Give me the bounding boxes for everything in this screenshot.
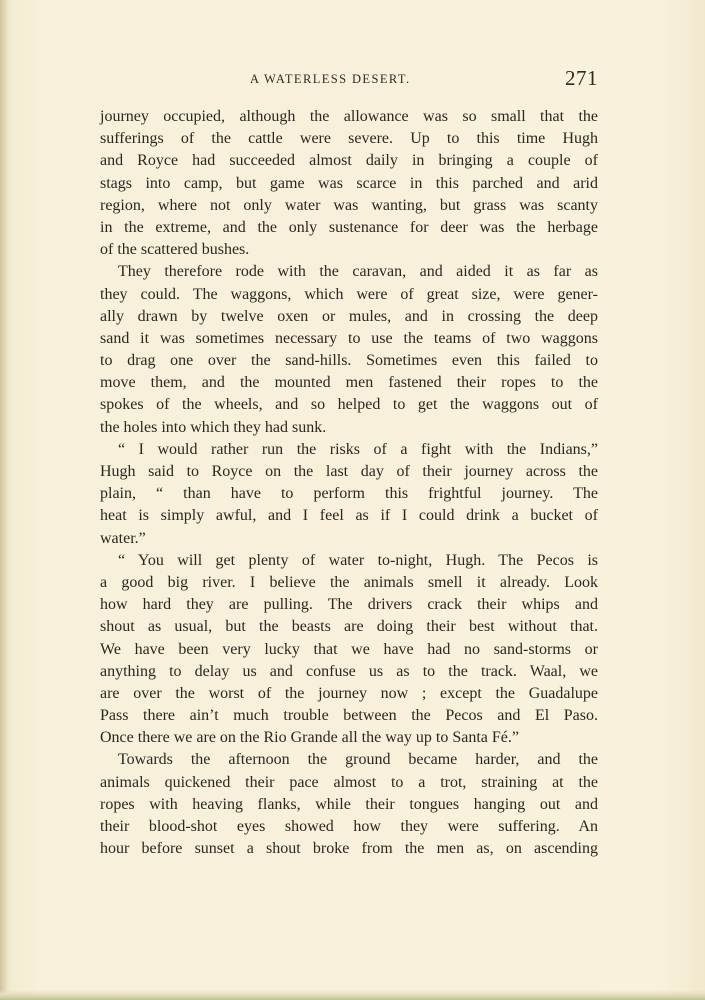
text-line: hour before sunset a shout broke from the men as, on ascending <box>100 840 598 858</box>
text-line: “ You will get plenty of water to-night, Hugh. The Pecos is <box>118 551 598 569</box>
text-line: Pass there ain’t much trouble between the Pecos and El Paso. <box>100 707 598 725</box>
text-line: stags into camp, but game was scarce in this parched and arid <box>100 174 598 192</box>
text-line: journey occupied, although the allowance was so small that the <box>100 108 598 125</box>
body-text <box>100 106 598 860</box>
text-line: region, where not only water was wanting, but grass was scanty <box>100 196 598 214</box>
text-line: how hard they are pulling. The drivers crack their whips and <box>100 596 598 614</box>
text-line: are over the worst of the journey now ; except the Guadalupe <box>100 684 598 702</box>
text-line: anything to delay us and confuse us as to the track. Waal, we <box>100 662 598 680</box>
page-binding-edge <box>0 0 8 1000</box>
text-line: they could. The waggons, which were of great size, were gener- <box>100 285 598 303</box>
text-line: to drag one over the sand-hills. Sometimes even this failed to <box>100 352 598 370</box>
text-line: water.” <box>100 529 146 547</box>
page-number: 271 <box>565 66 598 90</box>
running-head <box>100 66 598 94</box>
text-line: We have been very lucky that we have had no sand-storms or <box>100 640 598 658</box>
text-line: a good big river. I believe the animals smell it already. Look <box>100 573 598 591</box>
running-title: A WATERLESS DESERT. <box>250 72 411 86</box>
text-line: heat is simply awful, and I feel as if I could drink a bucket of <box>100 507 598 525</box>
text-line: their blood-shot eyes showed how they were suffering. An <box>100 818 598 835</box>
text-line: “ I would rather run the risks of a fight with the Indians,” <box>118 440 598 458</box>
text-line: spokes of the wheels, and so helped to get the waggons out of <box>100 396 598 414</box>
text-line: animals quickened their pace almost to a trot, straining at the <box>100 773 598 791</box>
page-bottom-edge <box>0 990 705 1000</box>
text-line: They therefore rode with the caravan, and aided it as far as <box>118 263 598 281</box>
text-line: move them, and the mounted men fastened their ropes to the <box>100 374 598 392</box>
text-line: Once there we are on the Rio Grande all the way up to Santa Fé.” <box>100 729 519 747</box>
text-line: sand it was sometimes necessary to use the teams of two waggons <box>100 329 598 347</box>
text-line: plain, “ than have to perform this frightful journey. The <box>100 485 598 503</box>
text-line: Towards the afternoon the ground became harder, and the <box>118 751 598 769</box>
text-line: shout as usual, but the beasts are doing their best without that. <box>100 618 598 636</box>
text-line: and Royce had succeeded almost daily in bringing a couple of <box>100 152 598 170</box>
text-line: ropes with heaving flanks, while their tongues hanging out and <box>100 795 598 813</box>
text-line: of the scattered bushes. <box>100 241 250 259</box>
text-line: in the extreme, and the only sustenance for deer was the herbage <box>100 218 598 236</box>
text-line: sufferings of the cattle were severe. Up to this time Hugh <box>100 130 598 148</box>
text-line: Hugh said to Royce on the last day of their journey across the <box>100 463 598 480</box>
text-line: the holes into which they had sunk. <box>100 418 327 436</box>
text-line: ally drawn by twelve oxen or mules, and in crossing the deep <box>100 307 598 325</box>
